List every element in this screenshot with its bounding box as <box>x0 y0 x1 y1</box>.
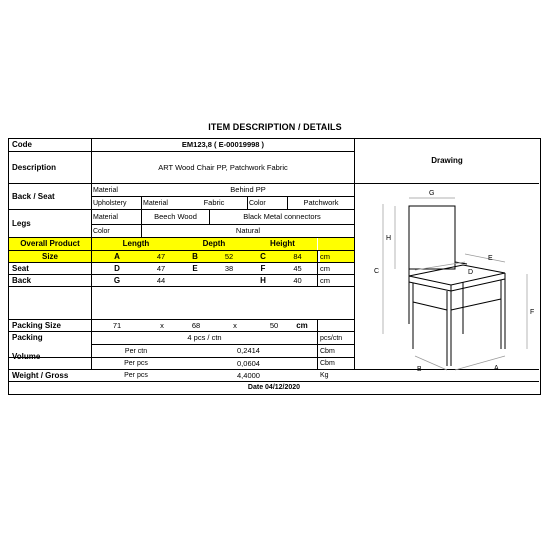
weight-unit: Kg <box>320 372 329 379</box>
upholstery-color-label: Color <box>249 199 266 207</box>
overall-A-label: A <box>92 251 142 262</box>
dim-G-letter: G <box>429 190 435 197</box>
weight-per-pcs-label: Per pcs <box>124 372 148 379</box>
volume-per-ctn-unit: Cbm <box>320 347 335 355</box>
volume-per-pcs-label: Per pcs <box>124 360 148 367</box>
packing-size-length: 71 <box>112 320 122 330</box>
volume-label: Volume <box>12 352 41 361</box>
upholstery-color-value: Patchwork <box>303 198 339 208</box>
overall-A-value: 47 <box>142 251 180 262</box>
height-header: Height <box>248 238 317 250</box>
packing-value: 4 pcs / ctn <box>187 333 222 343</box>
overall-label-2: Size <box>9 251 91 262</box>
back-H-value: 40 <box>293 275 302 285</box>
legs-color-value: Natural <box>235 226 261 236</box>
chair-line-drawing <box>355 184 539 373</box>
seat-F-label: F <box>260 263 266 273</box>
volume-per-pcs-value: 0,0604 <box>237 358 260 368</box>
code-label: Code <box>12 140 32 149</box>
depth-header: Depth <box>180 238 248 250</box>
row-divider <box>9 286 354 287</box>
description-value: ART Wood Chair PP, Patchwork Fabric <box>158 162 288 172</box>
legs-label: Legs <box>12 218 31 228</box>
seat-D-value: 47 <box>156 263 166 273</box>
seat-E-value: 38 <box>224 263 234 273</box>
dim-B-letter: B <box>417 366 422 373</box>
packing-size-height: 50 <box>269 320 279 330</box>
overall-B-label: B <box>180 251 210 262</box>
packing-label: Packing <box>12 333 43 342</box>
upholstery-material-label: Material <box>143 199 168 207</box>
back-seat-material-label: Material <box>93 186 118 194</box>
code-value: EM123,8 ( E-00019998 ) <box>181 140 265 150</box>
volume-per-ctn-value: 0,2414 <box>237 346 260 356</box>
col-divider <box>141 196 142 210</box>
legs-material-label: Material <box>93 213 118 221</box>
seat-unit: cm <box>320 263 330 273</box>
back-G-label: G <box>113 275 121 285</box>
seat-F-value: 45 <box>293 263 302 273</box>
overall-unit: cm <box>320 251 354 262</box>
document-title: ITEM DESCRIPTION / DETAILS <box>208 122 342 132</box>
overall-label-1: Overall Product <box>9 238 91 250</box>
length-header: Length <box>92 238 180 250</box>
col-divider <box>317 250 318 287</box>
back-H-label: H <box>260 275 266 285</box>
legs-material-value-1: Beech Wood <box>154 212 197 222</box>
back-label: Back <box>12 275 32 285</box>
dim-C-letter: C <box>374 268 380 275</box>
chair-drawing <box>355 184 539 373</box>
back-seat-material-value: Behind PP <box>230 185 266 195</box>
seat-E-label: E <box>192 263 198 273</box>
overall-B-value: 52 <box>210 251 248 262</box>
back-unit: cm <box>320 275 330 285</box>
drawing-label: Drawing <box>431 156 463 165</box>
packing-size-unit: cm <box>296 320 308 330</box>
dim-D-letter: D <box>468 269 474 276</box>
seat-label: Seat <box>12 263 29 273</box>
upholstery-material-value: Fabric <box>203 198 225 208</box>
packing-size-x2: x <box>233 320 237 330</box>
dim-H-letter: H <box>386 235 392 242</box>
packing-size-label: Packing Size <box>12 320 61 330</box>
col-divider <box>317 319 318 369</box>
weight-value: 4,4000 <box>237 370 260 380</box>
spec-sheet-table <box>8 138 541 395</box>
dim-F-letter: F <box>530 309 535 316</box>
dim-E-letter: E <box>488 255 493 262</box>
overall-C-label: C <box>248 251 278 262</box>
weight-label: Weight / Gross <box>12 370 69 380</box>
dim-A-letter: A <box>494 365 499 372</box>
legs-color-label: Color <box>93 227 110 235</box>
volume-per-pcs-unit: Cbm <box>320 360 335 367</box>
col-divider <box>247 196 248 210</box>
packing-unit: pcs/ctn <box>320 334 343 342</box>
overall-header-empty <box>318 238 354 250</box>
legs-material-value-2: Black Metal connectors <box>243 212 321 222</box>
date-footer: Date 04/12/2020 <box>247 384 301 391</box>
description-label: Description <box>12 162 57 172</box>
packing-size-width: 68 <box>191 320 201 330</box>
packing-size-x1: x <box>160 320 164 330</box>
back-G-value: 44 <box>156 275 166 285</box>
volume-per-ctn-label: Per ctn <box>124 347 148 355</box>
upholstery-label: Upholstery <box>93 199 127 207</box>
seat-D-label: D <box>114 263 120 273</box>
back-seat-label: Back / Seat <box>12 191 55 201</box>
overall-C-value: 84 <box>278 251 317 262</box>
